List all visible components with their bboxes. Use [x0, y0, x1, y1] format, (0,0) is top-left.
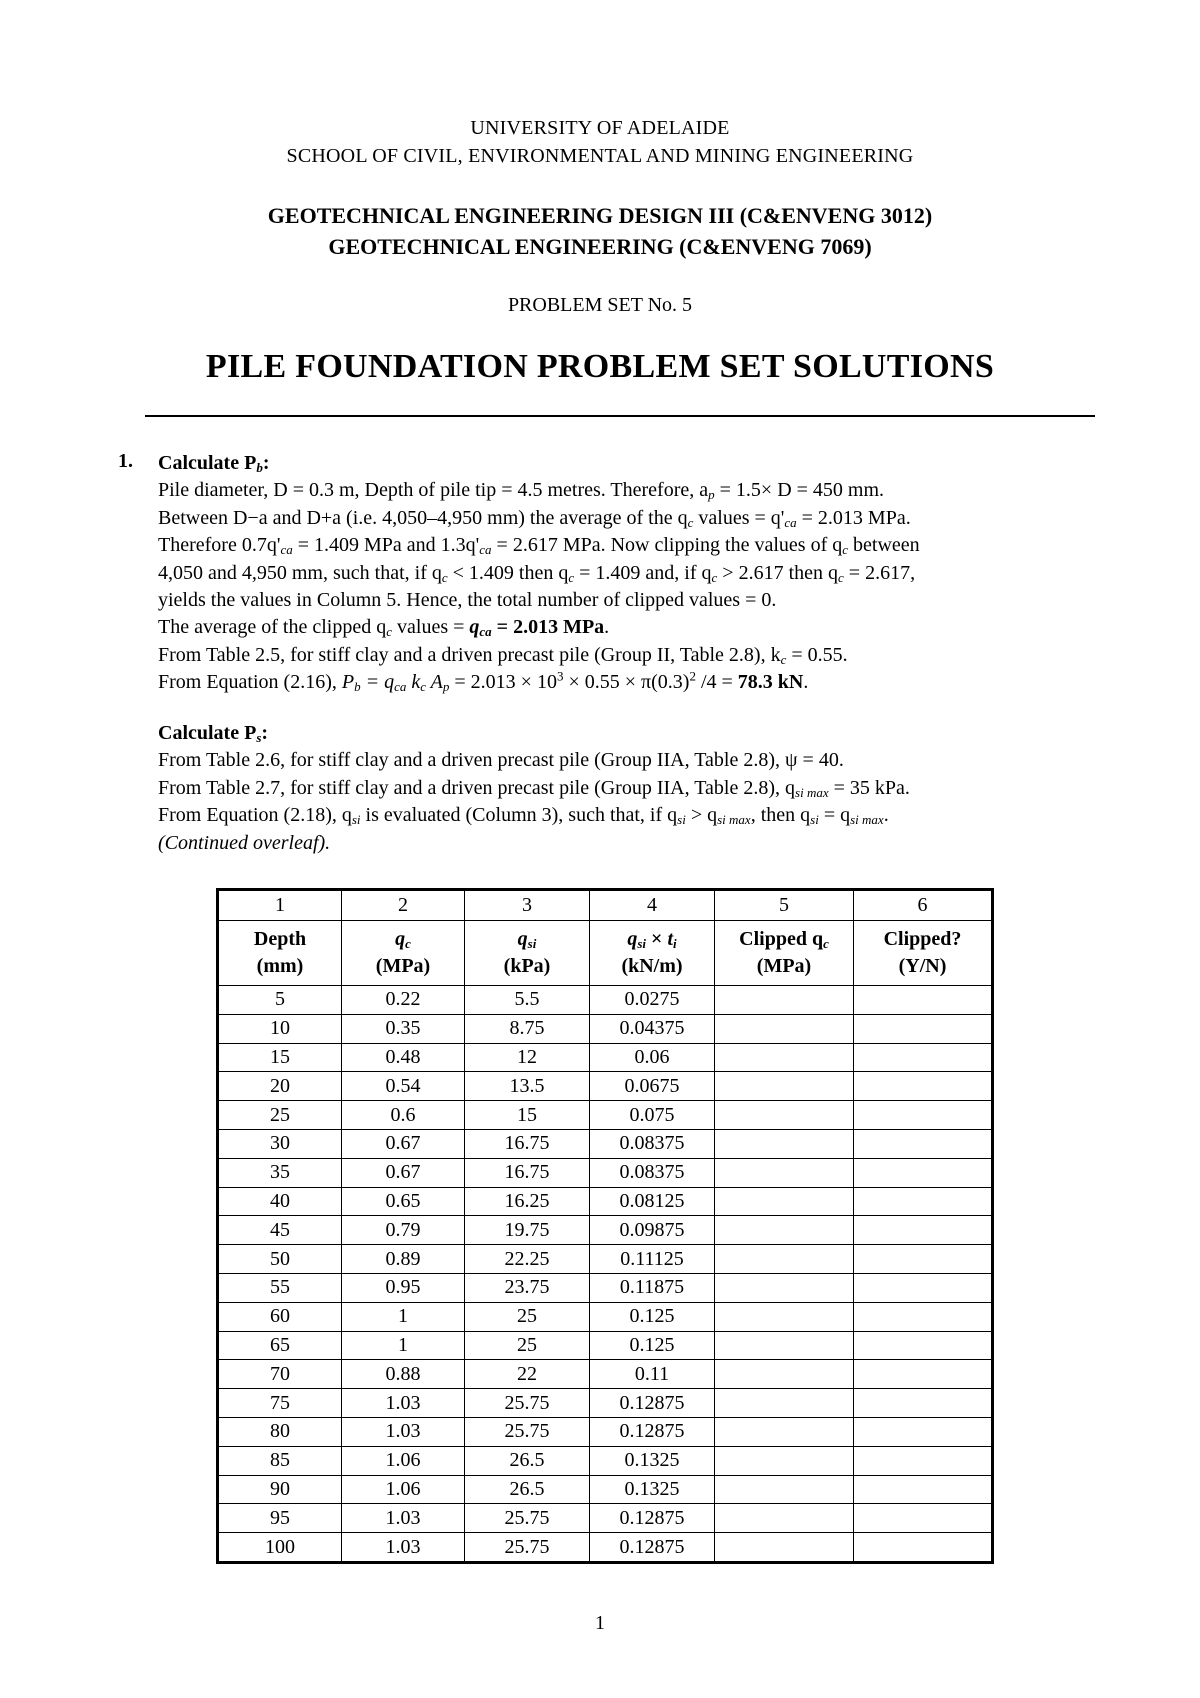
table-row [218, 1043, 993, 1072]
table-cell: 0.125 [590, 1302, 715, 1331]
table-cell: 0.0275 [590, 986, 715, 1015]
table-row [218, 1504, 993, 1533]
title-divider [145, 415, 1095, 417]
table-row [218, 1446, 993, 1475]
table-cell [715, 1158, 854, 1187]
table-cell [715, 1475, 854, 1504]
pb-line-4: 4,050 and 4,950 mm, such that, if $q_c < 1.409$ then $q_c = 1.409$ and, if $q_c > 2.617$ then $q_c = 2.617$, [158, 561, 916, 585]
column-header: Clipped? [854, 921, 993, 954]
table-cell: 15 [465, 1101, 590, 1130]
table-cell: 0.89 [342, 1245, 465, 1274]
table-cell [854, 1331, 993, 1360]
table-cell [854, 1101, 993, 1130]
column-number: 1 [218, 890, 342, 921]
question-number: 1. [118, 450, 133, 472]
table-cell [715, 1216, 854, 1245]
table-cell: 70 [218, 1360, 342, 1389]
table-cell: 1 [342, 1302, 465, 1331]
ps-line-3: From Equation (2.18), $q_{si}$ is evaluated (Column 3), such that, if $q_{si} > q_{si max}$, then $q_{si} = q_{si max}$. [158, 804, 889, 828]
table-cell: 16.75 [465, 1129, 590, 1158]
data-table [216, 888, 994, 1564]
pb-heading: Calculate $P_b$: [158, 452, 270, 475]
table-cell [854, 1158, 993, 1187]
table-cell: 55 [218, 1273, 342, 1302]
table-cell [854, 1216, 993, 1245]
university-name: UNIVERSITY OF ADELAIDE [470, 117, 730, 139]
table-cell [854, 1417, 993, 1446]
table-cell [854, 1302, 993, 1331]
table-cell: 1 [342, 1331, 465, 1360]
table-cell: 45 [218, 1216, 342, 1245]
column-unit: (MPa) [342, 953, 465, 986]
table-cell: 0.11125 [590, 1245, 715, 1274]
problem-set-label: PROBLEM SET No. 5 [507, 294, 693, 316]
table-cell: 0.075 [590, 1101, 715, 1130]
table-row [218, 1072, 993, 1101]
table-cell: 0.95 [342, 1273, 465, 1302]
continued-note: (Continued overleaf). [158, 831, 331, 854]
table-cell: 0.35 [342, 1014, 465, 1043]
table-row [218, 1417, 993, 1446]
column-unit: (kPa) [465, 953, 590, 986]
table-cell: 10 [218, 1014, 342, 1043]
table-cell [715, 1504, 854, 1533]
table-cell: 0.22 [342, 986, 465, 1015]
table-row [218, 1360, 993, 1389]
table-cell: 0.48 [342, 1043, 465, 1072]
table-cell: 5 [218, 986, 342, 1015]
ps-heading: Calculate $P_s$: [158, 722, 269, 745]
page-title: PILE FOUNDATION PROBLEM SET SOLUTIONS [205, 348, 995, 385]
table-cell: 0.12875 [590, 1389, 715, 1418]
table-cell [854, 986, 993, 1015]
table-cell: 0.12875 [590, 1533, 715, 1563]
table-cell: 0.125 [590, 1331, 715, 1360]
table-cell [854, 1043, 993, 1072]
table-cell: 0.67 [342, 1129, 465, 1158]
column-header: $q_{si} \times t_i$ [590, 921, 715, 954]
table-cell: 0.65 [342, 1187, 465, 1216]
column-number-row [218, 890, 993, 921]
table-cell [854, 1446, 993, 1475]
table-cell [854, 1245, 993, 1274]
table-cell [715, 1072, 854, 1101]
table-cell: 0.1325 [590, 1475, 715, 1504]
column-header: Clipped $q_c$ [715, 921, 854, 954]
table-cell: 1.03 [342, 1389, 465, 1418]
table-cell: 25.75 [465, 1504, 590, 1533]
table-row [218, 986, 993, 1015]
table-cell: 0.79 [342, 1216, 465, 1245]
column-number: 4 [590, 890, 715, 921]
course-title-2: GEOTECHNICAL ENGINEERING (C&ENVENG 7069) [328, 234, 872, 259]
table-cell: 85 [218, 1446, 342, 1475]
table-cell: 95 [218, 1504, 342, 1533]
table-cell: 16.25 [465, 1187, 590, 1216]
table-cell: 0.1325 [590, 1446, 715, 1475]
pb-line-6: The average of the clipped $q_c$ values = $q_{ca} = 2.013$ MPa. [158, 616, 610, 640]
table-cell: 0.08125 [590, 1187, 715, 1216]
table-cell: 1.03 [342, 1504, 465, 1533]
table-cell [715, 1129, 854, 1158]
ps-line-1: From Table 2.6, for stiff clay and a driven precast pile (Group IIA, Table 2.8), ψ = 40. [158, 749, 844, 772]
table-cell: 0.04375 [590, 1014, 715, 1043]
table-row [218, 1273, 993, 1302]
table-cell: 25 [465, 1331, 590, 1360]
table-cell: 0.6 [342, 1101, 465, 1130]
table-cell: 5.5 [465, 986, 590, 1015]
column-header: $q_{si}$ [465, 921, 590, 954]
table-cell [715, 1389, 854, 1418]
table-cell [715, 1302, 854, 1331]
table-cell: 0.0675 [590, 1072, 715, 1101]
table-cell: 26.5 [465, 1475, 590, 1504]
table-cell: 90 [218, 1475, 342, 1504]
column-header: Depth [218, 921, 342, 954]
header-row-1 [218, 921, 993, 954]
table-cell: 13.5 [465, 1072, 590, 1101]
table-row [218, 1158, 993, 1187]
pb-equation: From Equation (2.16), $P_b = q_{ca}$ $k_c$ $A_p = 2.013 \times 10^3 \times 0.55 \times \pi(0.3)^2$ /4 = 78.3 kN. [158, 668, 809, 695]
column-number: 2 [342, 890, 465, 921]
table-row [218, 1216, 993, 1245]
table-cell: 0.08375 [590, 1129, 715, 1158]
table-cell: 1.03 [342, 1417, 465, 1446]
table-cell: 15 [218, 1043, 342, 1072]
table-cell: 25.75 [465, 1533, 590, 1563]
column-unit: (kN/m) [590, 953, 715, 986]
school-name: SCHOOL OF CIVIL, ENVIRONMENTAL AND MINING ENGINEERING [286, 145, 914, 167]
column-unit: (MPa) [715, 953, 854, 986]
table-cell [715, 1533, 854, 1563]
table-cell: 0.09875 [590, 1216, 715, 1245]
table-cell [854, 1273, 993, 1302]
page-number: 1 [595, 1612, 605, 1634]
table-cell [854, 1360, 993, 1389]
table-cell [854, 1389, 993, 1418]
table-cell: 65 [218, 1331, 342, 1360]
table-cell: 25 [218, 1101, 342, 1130]
table-body [218, 986, 993, 1563]
table-cell: 0.06 [590, 1043, 715, 1072]
table-cell: 100 [218, 1533, 342, 1563]
header-row-2 [218, 953, 993, 986]
table-cell [715, 1360, 854, 1389]
pb-calculation [158, 450, 1148, 697]
table-cell: 25 [465, 1302, 590, 1331]
column-number: 5 [715, 890, 854, 921]
ps-calculation [158, 720, 1148, 857]
table-row [218, 1129, 993, 1158]
table-cell: 22.25 [465, 1245, 590, 1274]
table-cell: 1.06 [342, 1446, 465, 1475]
table-cell: 19.75 [465, 1216, 590, 1245]
table-cell: 12 [465, 1043, 590, 1072]
table-cell: 0.11 [590, 1360, 715, 1389]
table-cell [715, 1101, 854, 1130]
column-header: $q_c$ [342, 921, 465, 954]
table-cell: 0.12875 [590, 1504, 715, 1533]
table-cell: 22 [465, 1360, 590, 1389]
table-cell: 60 [218, 1302, 342, 1331]
table-cell: 0.08375 [590, 1158, 715, 1187]
table-cell: 0.88 [342, 1360, 465, 1389]
table-row [218, 1389, 993, 1418]
table-cell: 30 [218, 1129, 342, 1158]
table-cell: 80 [218, 1417, 342, 1446]
table-cell: 25.75 [465, 1417, 590, 1446]
table-cell [854, 1533, 993, 1563]
table-cell [715, 1245, 854, 1274]
pb-line-1: Pile diameter, D = 0.3 m, Depth of pile tip = 4.5 metres. Therefore, $a_p = 1.5\times D = 450$ mm. [158, 479, 885, 503]
table-row [218, 1187, 993, 1216]
pb-line-5: yields the values in Column 5. Hence, the total number of clipped values = 0. [158, 589, 777, 612]
table-row [218, 1302, 993, 1331]
table-cell: 0.54 [342, 1072, 465, 1101]
pb-line-2: Between D−a and D+a (i.e. 4,050–4,950 mm) the average of the $q_c$ values = $q'_{ca} = 2.013$ MPa. [158, 506, 911, 530]
column-unit: (mm) [218, 953, 342, 986]
table-cell: 35 [218, 1158, 342, 1187]
column-number: 6 [854, 890, 993, 921]
pb-line-7: From Table 2.5, for stiff clay and a driven precast pile (Group II, Table 2.8), $k_c = 0.55$. [158, 643, 848, 667]
table-cell: 8.75 [465, 1014, 590, 1043]
table-cell: 1.03 [342, 1533, 465, 1563]
table-cell: 16.75 [465, 1158, 590, 1187]
table-cell: 25.75 [465, 1389, 590, 1418]
table-cell: 26.5 [465, 1446, 590, 1475]
table-cell: 0.12875 [590, 1417, 715, 1446]
table-cell [854, 1072, 993, 1101]
table-row [218, 1101, 993, 1130]
table-cell: 40 [218, 1187, 342, 1216]
table-cell [715, 1446, 854, 1475]
ps-line-2: From Table 2.7, for stiff clay and a driven precast pile (Group IIA, Table 2.8), $q_{si max} = 35$ kPa. [158, 776, 910, 800]
table-cell [715, 1417, 854, 1446]
table-cell [854, 1475, 993, 1504]
table-row [218, 1014, 993, 1043]
table-cell: 0.11875 [590, 1273, 715, 1302]
table-cell: 20 [218, 1072, 342, 1101]
table-cell [715, 1331, 854, 1360]
table-cell [715, 1043, 854, 1072]
table-cell: 75 [218, 1389, 342, 1418]
table-cell [715, 1014, 854, 1043]
table-cell: 0.67 [342, 1158, 465, 1187]
table-row [218, 1475, 993, 1504]
table-cell [854, 1504, 993, 1533]
table-cell [854, 1014, 993, 1043]
table-cell [715, 1187, 854, 1216]
table-cell: 1.06 [342, 1475, 465, 1504]
table-cell [854, 1187, 993, 1216]
column-unit: (Y/N) [854, 953, 993, 986]
course-title-1: GEOTECHNICAL ENGINEERING DESIGN III (C&ENVENG 3012) [267, 203, 933, 228]
table-cell: 23.75 [465, 1273, 590, 1302]
table-cell [715, 1273, 854, 1302]
column-number: 3 [465, 890, 590, 921]
table-row [218, 1331, 993, 1360]
pb-line-3: Therefore $0.7q'_{ca} = 1.409$ MPa and $1.3q'_{ca} = 2.617$ MPa. Now clipping the values of $q_c$ between [158, 534, 920, 558]
table-cell [854, 1129, 993, 1158]
table-cell: 50 [218, 1245, 342, 1274]
table-row [218, 1245, 993, 1274]
table-cell [715, 986, 854, 1015]
table-row [218, 1533, 993, 1563]
